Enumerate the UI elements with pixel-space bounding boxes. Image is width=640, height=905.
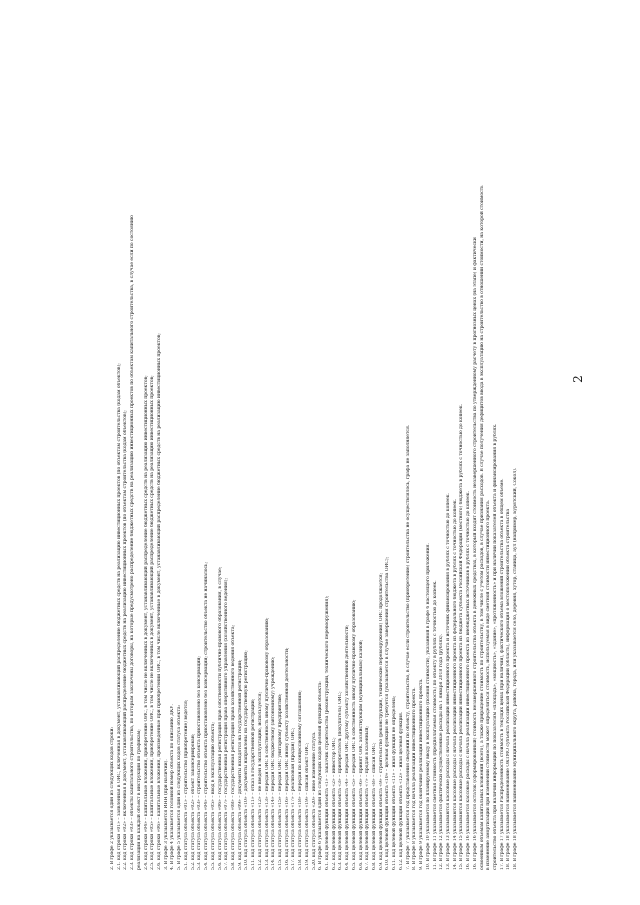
document-line: 6.10. код целевой функции объекта «10» – целевая функция не требуется (указывается в случае завершения строительства ОИС); <box>385 556 391 870</box>
document-line: 4. В графе 4 указывается головной номер объекта по описанию ДКУ. <box>170 704 176 870</box>
document-line: 8. В графе 8 указывается год начала реализации инвестиционного проекта. <box>412 687 418 870</box>
rotated-text-block <box>110 110 520 870</box>
document-line: 6.4. код целевой функции объекта «4» – передан ОИС другому субъекту хозяйственной деятельности; <box>345 624 351 870</box>
page-number: 2 <box>570 375 585 383</box>
document-line: 16. В графе 16 указывается кассовые расходы с начала реализации инвестиционного проекта из внебюджетных источников в рублях с точностью до копеек. <box>466 491 472 870</box>
document-line: 6.1. код целевой функции объекта «1» – заказчик строительства (реконструкции, технического перевооружения); <box>325 595 330 870</box>
document-line: 6.12. код целевой функции объекта «12» – иная целевая функция. <box>398 711 404 870</box>
document-line: 17. В графе 17 указывается Распределенность стоимость в текущих ценах (при наличии), фактического объема вложений строительства объекта в общем объеме. <box>499 478 505 870</box>
document-line: 6. В графе 6 указывается один из следующих кодов целевой функции объекта: <box>318 681 324 870</box>
document-line: 5.9. код статуса объекта «09» – документы находятся на государственной регистрации; <box>237 659 243 870</box>
document-line: реализации на каждый объект в инструкции по графикам; <box>136 729 142 870</box>
document-line: 2.3. код строки «03» – объекты капитального строительства, по которым заключены договоры, на которые предусмотрено распределение бюджетных средств на реализацию инвестиционных проектов по объектам капитального строительства, в случае если по состоянию <box>130 215 136 870</box>
document-line: 2.5. код строки «05» – капитальные вложения, приобретение ОИС, в том числе не включенных в документ, устанавливающий распределение бюджетных средств на реализацию инвестиционных проектов; <box>150 375 156 870</box>
document-line: 5.13. код статуса объекта «13» – передан ОИС в собственность иному публично-правовому образованию; <box>264 617 270 870</box>
document-line: 18. В графе 18 указывается наименование муниципального округа, района, города, или указывается село, деревня, хутор, станица, аул (например, Бурятский, Сокол). <box>513 467 519 870</box>
document-line: 5.12. код статуса объекта «12» – не введен в эксплуатацию, используется; <box>257 691 263 870</box>
document-line: освоенным объемам капитальных вложений (всего), а также приращение стоимость по строительству, в том числе с учетом расходов, в случае признания расходов. В случае получения дефицитов ввода в эксплуатацию на строительство в отношении стоимости, на которой стоимость <box>479 185 485 870</box>
document-line: 14. В графе 14 указываются кассовые расходы с начала реализации инвестиционного проекта из федерального бюджета в рублях с точностью до копеек. <box>452 498 458 870</box>
document-line: 6.8. код целевой функции объекта «8» – списан ОИС; <box>372 742 378 870</box>
document-line: 10. В графе 10 указывается по планируемому вводу в эксплуатацию (полной стоимости), указанной в графе 6 настоящего приложения. <box>425 543 431 870</box>
document-line: 5.14. код статуса объекта «14» – передан ОИС бюджетному (автономному) учреждению; <box>271 656 277 870</box>
document-line: 6.6. код целевой функции объекта «6» – принят ОИС хозяйствующим (муниципальным) казной; <box>358 639 364 870</box>
document-line: строительство объекта при наличии информации по показателям «площадь», «мощность», «здание», «протяженность» и при наличии показателей объекта и финансирования в рублях. <box>492 423 498 870</box>
document-line: 5.18. код статуса объекта «18» – передан по концессионному соглашению; <box>298 690 304 870</box>
document-line: 2.2. код строки «02» – включенная в документ, устанавливающий распределение бюджетных средств на реализацию инвестиционных проектов (по объектам строительства (кодам объектов); <box>123 410 129 870</box>
document-line: 5.10. код статуса объекта «10» – документы направлены на государственную регистрацию; <box>244 650 250 870</box>
document-line: 5.6. код статуса объекта «06» – государственная регистрация прав собственности публично-правового образования, в случае; <box>217 566 223 870</box>
document-line: 6.11. код целевой функции объекта «11» – иная функция не определена; <box>392 695 398 870</box>
document-line: 5.20. код статуса объекта «20» – иное изменение статуса. <box>311 731 317 870</box>
document-line: 9. В графе 9 указывается год окончания реализации инвестиционного проекта. <box>419 678 425 870</box>
document-line: 5.17. код статуса объекта «17» – реализован (продан) ОИС; <box>291 727 297 870</box>
document-line: 6.3. код целевой функции объекта «3» – приобретатель (покупатель) ОИС; <box>338 691 344 870</box>
document-line: 16. В графе 16 указывается остаток (сформированный) стоимость незавершенного строительства объекта в денежных средствах, в который входит стоимость незавершенного строительства по утвержденному расчету в прогнозных ценах (на этапе) и фактически <box>472 237 478 870</box>
document-line: 2. В графе 2 указывается один из следующих кодов строки: <box>110 726 115 870</box>
document-line: 5.19. код статуса объекта «19» – списан объект ОИС; <box>304 742 310 870</box>
document-line: 11. В графе 11 указывается сметная стоимость (предполагаемая стоимость) по объекту в рублях с точностью до копеек. <box>432 580 438 870</box>
document-line: 2.6. код строки «06» – капитальные вложения, произведенные при приобретении ОИС, в том числе включенные в документ, устанавливающий распределение бюджетных средств на реализацию инвестиционных проектов; <box>157 333 163 870</box>
document-line: 5.11. код статуса объекта «11» – отказ в государственной регистрации; <box>251 698 257 870</box>
document-line: в изменение амортизации при изменении стоимости может определиться стоимость, используемая в виде сметной стоимости инвестиционного проекта. <box>486 499 492 870</box>
document-line: 15. В графе 15 указываются кассовые расходы с начала реализации инвестиционного проекта из бюджета субъекта Российской Федерации (местного) бюджета в рублях с точностью до копеек. <box>459 403 465 870</box>
document-line: 5. В графе 5 указывается один из следующих кодов статуса объекта: <box>177 704 183 870</box>
document-line: 12. В графе 12 указывается фактически осуществленные расходы на 1 января 2018 года (рублях). <box>439 633 445 870</box>
document-line: 5.15. код статуса объекта «15» – передан ОИС унитарному предприятию; <box>277 693 283 870</box>
document-line: 5.7. код статуса объекта «07» – государственная регистрация права оперативного управления (хозяйственного ведения); <box>224 578 230 870</box>
document-line: 6.2. код целевой функции объекта «2» – инвестор ОИС; <box>331 737 337 870</box>
document-line: 2.1. код строки «01» – заявленная в ОИС, включенная в документ, устанавливающий распределение бюджетных средств на реализацию инвестиционных проектов (по объектам строительства (кодам объектов); <box>116 363 122 870</box>
document-line: 5.4. код статуса объекта «04» – строительство объекта приостановлено без консервации; строительство объекта не начиналось; <box>204 562 210 870</box>
document-line: 3. В графе 3 указывается ИНН (при наличии). <box>163 759 169 870</box>
document-line: 7. В графе 7 указывается год представления сведений по объекту, строительство, в случае если строительство (приобретение) строительства не осуществлялось, графа не заполняется. <box>405 424 411 870</box>
document-line: 2.4. код строки «04» – капитальные вложения, приобретение ОИС, в том числе не включенных в документ, устанавливающий распределение бюджетных средств на реализацию инвестиционных проектов; <box>143 375 149 870</box>
document-line: 5.2. код статуса объекта «02» – объект законсервирован; <box>190 733 196 870</box>
document-line: 5.5. код статуса объекта «05» – ввод в эксплуатацию объекта; <box>210 722 216 870</box>
document-line: 13. В графе 13 указываются кассовые расходы с начала реализации инвестиционного проекта и источник финансирования в рублях с точностью до копеек. <box>445 493 451 870</box>
document-line: 18. В графе 18 указывается наименование ОКТМО субъекта Российской Федерации (область), информация о местоположении объекта строительства <box>506 508 512 870</box>
document-line: 5.16. код статуса объекта «16» – передан ОИС иному субъекту хозяйственной деятельности; <box>284 647 290 870</box>
document-line: 6.9. код целевой функции объекта «9» – строительство (реконструкция, технические перевооружения) ОИС продолжается; <box>378 572 384 870</box>
document-line: 6.5. код целевой функции объекта «5» – передан ОИС в собственность иному публично-правовому образованию; <box>351 599 357 870</box>
document-line: 5.8. код статуса объекта «08» – государственная регистрация права хозяйственного ведения объекта; <box>230 624 236 870</box>
document-line: 6.7. код целевой функции объекта «7» – продан в казенный; <box>365 726 371 870</box>
document-line: 5.1. код статуса объекта «01» – строительство (приобретение) ведется; <box>183 699 189 870</box>
document-line: 5.3. код статуса объекта «03» – строительство объекта приостановлено без консервации; <box>197 656 203 870</box>
